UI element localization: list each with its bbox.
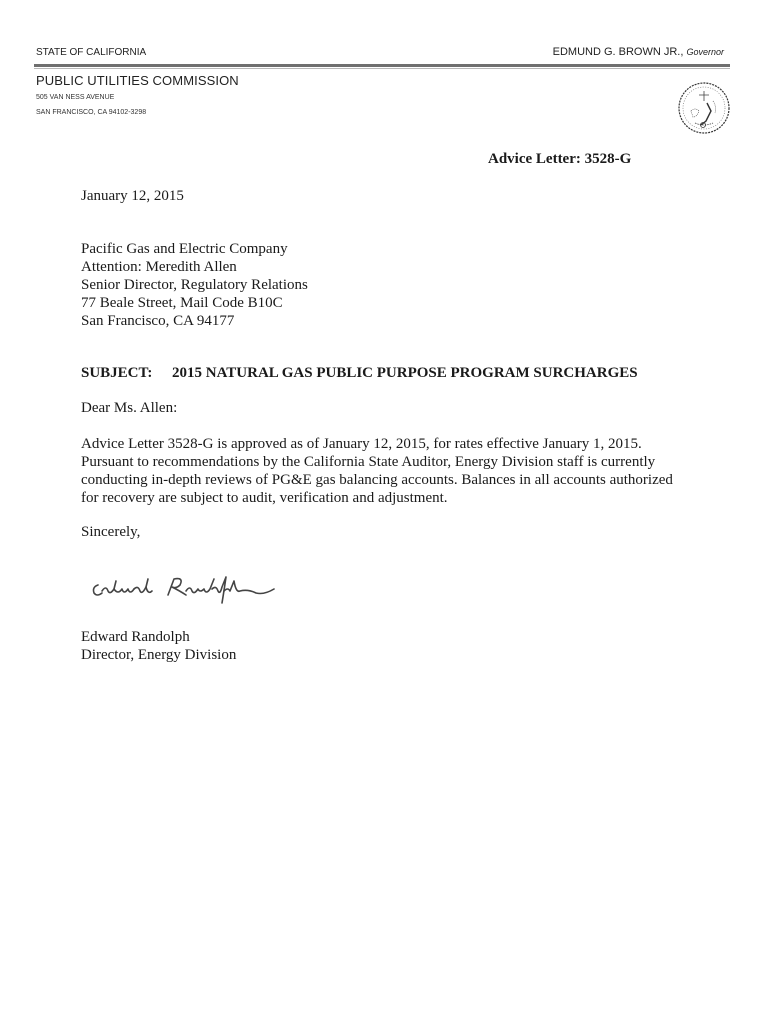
- agency-address-line1: 505 VAN NESS AVENUE: [36, 94, 115, 101]
- recipient-title: Senior Director, Regulatory Relations: [81, 277, 308, 293]
- signer-block: [81, 628, 236, 664]
- governor-line: [553, 46, 724, 58]
- subject-line: [81, 365, 638, 382]
- salutation: Dear Ms. Allen:: [81, 400, 178, 416]
- agency-name: PUBLIC UTILITIES COMMISSION: [36, 73, 239, 88]
- header-rule: [34, 64, 730, 67]
- state-name: STATE OF CALIFORNIA: [36, 47, 147, 58]
- advice-letter-number: Advice Letter: 3528-G: [488, 151, 632, 167]
- body-line: for recovery are subject to audit, verification and adjustment.: [81, 490, 448, 506]
- signature-icon: [88, 573, 288, 609]
- header-rule-thin: [34, 68, 730, 69]
- signer-name: Edward Randolph: [81, 629, 190, 645]
- recipient-address: [81, 240, 308, 330]
- body-line: Pursuant to recommendations by the California State Auditor, Energy Division staff is currently: [81, 454, 656, 470]
- state-seal-icon: [677, 81, 731, 135]
- governor-name: EDMUND G. BROWN JR.,: [552, 46, 684, 58]
- signer-title: Director, Energy Division: [81, 647, 237, 663]
- closing: Sincerely,: [81, 524, 141, 540]
- recipient-company: Pacific Gas and Electric Company: [81, 241, 288, 257]
- governor-title: Governor: [686, 47, 724, 57]
- subject-label: SUBJECT:: [81, 365, 153, 381]
- letter-body: [81, 435, 673, 507]
- agency-address-line2: SAN FRANCISCO, CA 94102-3298: [36, 109, 147, 116]
- recipient-street: 77 Beale Street, Mail Code B10C: [81, 295, 283, 311]
- recipient-attention: Attention: Meredith Allen: [81, 259, 237, 275]
- body-line: Advice Letter 3528-G is approved as of January 12, 2015, for rates effective January 1, 2015.: [81, 436, 642, 452]
- recipient-city: San Francisco, CA 94177: [81, 313, 235, 329]
- letter-date: January 12, 2015: [81, 188, 184, 204]
- body-line: conducting in-depth reviews of PG&E gas balancing accounts. Balances in all accounts authorized: [81, 472, 673, 488]
- subject-text: 2015 NATURAL GAS PUBLIC PURPOSE PROGRAM SURCHARGES: [172, 365, 638, 381]
